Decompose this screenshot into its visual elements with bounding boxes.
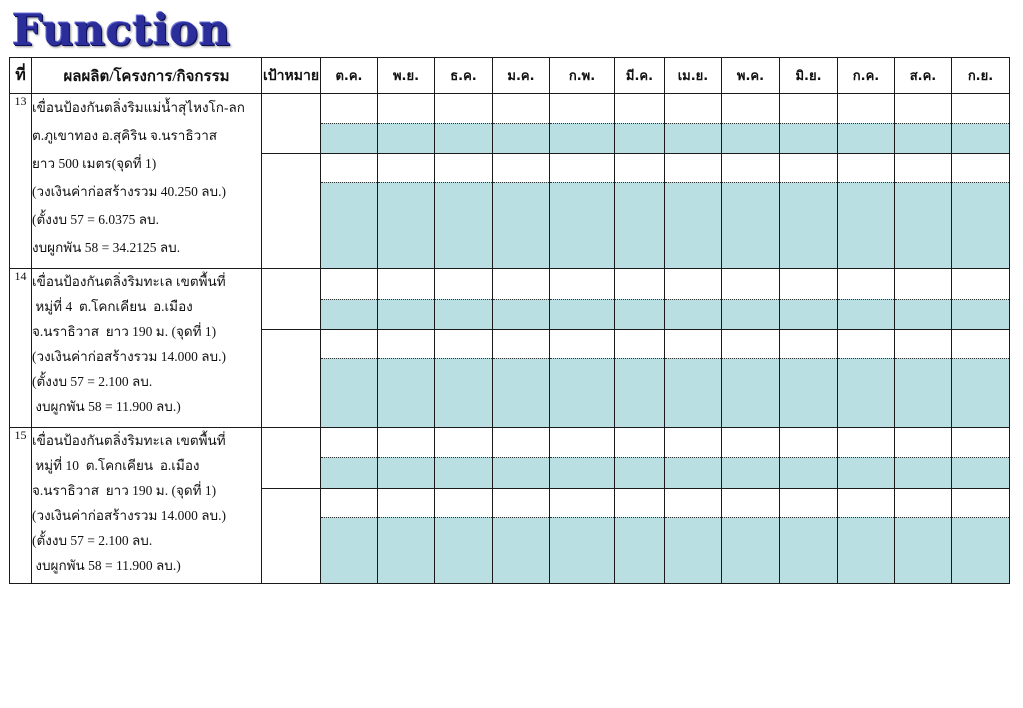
schedule-bar bbox=[550, 517, 614, 583]
header-num: ที่ bbox=[10, 58, 32, 94]
schedule-bar bbox=[722, 517, 779, 583]
month-cell[interactable] bbox=[722, 428, 780, 489]
month-cell[interactable] bbox=[615, 428, 665, 489]
month-cell[interactable] bbox=[321, 94, 378, 154]
description-line: งบผูกพัน 58 = 11.900 ลบ.) bbox=[32, 558, 181, 573]
schedule-bar bbox=[550, 358, 614, 427]
month-cell[interactable] bbox=[493, 330, 550, 428]
schedule-bar bbox=[378, 358, 434, 427]
schedule-bar bbox=[378, 517, 434, 583]
description-line: (ตั้งงบ 57 = 2.100 ลบ. bbox=[32, 533, 153, 548]
schedule-bar bbox=[550, 299, 614, 329]
schedule-bar bbox=[493, 457, 549, 488]
description-line: (ตั้งงบ 57 = 2.100 ลบ. bbox=[32, 374, 153, 389]
month-cell[interactable] bbox=[378, 330, 435, 428]
schedule-bar bbox=[550, 182, 614, 268]
schedule-bar bbox=[952, 358, 1009, 427]
description-line: (ตั้งงบ 57 = 6.0375 ลบ. bbox=[32, 212, 159, 227]
schedule-bar bbox=[321, 299, 377, 329]
month-cell[interactable] bbox=[665, 94, 722, 154]
month-cell[interactable] bbox=[378, 489, 435, 584]
header-row bbox=[10, 58, 1010, 94]
description-line: จ.นราธิวาส ยาว 190 ม. (จุดที่ 1) bbox=[32, 483, 217, 498]
month-cell[interactable] bbox=[435, 489, 493, 584]
description-line: หมู่ที่ 4 ต.โคกเคียน อ.เมือง bbox=[32, 299, 193, 314]
month-cell[interactable] bbox=[952, 428, 1010, 489]
month-cell[interactable] bbox=[952, 330, 1010, 428]
project-description bbox=[32, 94, 262, 269]
schedule-bar bbox=[722, 457, 779, 488]
month-cell[interactable] bbox=[895, 94, 952, 154]
target-result-cell[interactable] bbox=[262, 154, 321, 269]
header-month: พ.ย. bbox=[378, 58, 435, 94]
schedule-bar bbox=[615, 517, 664, 583]
schedule-bar bbox=[493, 182, 549, 268]
schedule-bar bbox=[435, 299, 492, 329]
month-cell[interactable] bbox=[838, 269, 895, 330]
schedule-bar bbox=[838, 182, 894, 268]
schedule-bar bbox=[493, 123, 549, 153]
month-cell[interactable] bbox=[321, 428, 378, 489]
schedule-table bbox=[9, 57, 1010, 584]
month-cell[interactable] bbox=[435, 154, 493, 269]
month-cell[interactable] bbox=[665, 489, 722, 584]
schedule-bar bbox=[952, 517, 1009, 583]
month-cell[interactable] bbox=[838, 154, 895, 269]
schedule-bar bbox=[895, 299, 951, 329]
month-cell[interactable] bbox=[493, 269, 550, 330]
schedule-bar bbox=[895, 358, 951, 427]
month-cell[interactable] bbox=[435, 428, 493, 489]
project-row bbox=[10, 94, 1010, 154]
project-number: 13 bbox=[10, 94, 32, 269]
month-cell[interactable] bbox=[378, 428, 435, 489]
schedule-bar bbox=[321, 182, 377, 268]
schedule-bar bbox=[378, 123, 434, 153]
schedule-bar bbox=[780, 182, 837, 268]
description-line: เขื่อนป้องกันตลิ่งริมทะเล เขตพื้นที่ bbox=[32, 274, 226, 289]
month-cell[interactable] bbox=[952, 94, 1010, 154]
project-row bbox=[10, 269, 1010, 330]
project-number: 14 bbox=[10, 269, 32, 428]
month-cell[interactable] bbox=[550, 154, 615, 269]
header-month: ส.ค. bbox=[895, 58, 952, 94]
header-month: ต.ค. bbox=[321, 58, 378, 94]
schedule-bar bbox=[435, 358, 492, 427]
target-plan-cell[interactable] bbox=[262, 94, 321, 154]
month-cell[interactable] bbox=[435, 269, 493, 330]
month-cell[interactable] bbox=[722, 269, 780, 330]
schedule-bar bbox=[838, 299, 894, 329]
month-cell[interactable] bbox=[550, 269, 615, 330]
schedule-bar bbox=[665, 182, 721, 268]
description-line: (วงเงินค่าก่อสร้างรวม 14.000 ลบ.) bbox=[32, 508, 226, 523]
month-cell[interactable] bbox=[838, 489, 895, 584]
month-cell[interactable] bbox=[722, 154, 780, 269]
month-cell[interactable] bbox=[550, 428, 615, 489]
description-line: ยาว 500 เมตร(จุดที่ 1) bbox=[32, 156, 157, 171]
schedule-bar bbox=[722, 299, 779, 329]
schedule-bar bbox=[321, 358, 377, 427]
header-month: ก.ค. bbox=[838, 58, 895, 94]
description-line: งบผูกพัน 58 = 34.2125 ลบ. bbox=[32, 240, 181, 255]
schedule-bar bbox=[378, 457, 434, 488]
month-cell[interactable] bbox=[722, 330, 780, 428]
schedule-bar bbox=[895, 457, 951, 488]
schedule-bar bbox=[780, 299, 837, 329]
month-cell[interactable] bbox=[895, 428, 952, 489]
month-cell[interactable] bbox=[321, 269, 378, 330]
description-line: ต.ภูเขาทอง อ.สุคิริน จ.นราธิวาส bbox=[32, 128, 218, 143]
month-cell[interactable] bbox=[952, 489, 1010, 584]
header-month: ธ.ค. bbox=[435, 58, 493, 94]
header-month: ม.ค. bbox=[493, 58, 550, 94]
month-cell[interactable] bbox=[665, 330, 722, 428]
schedule-bar bbox=[722, 358, 779, 427]
schedule-bar bbox=[665, 299, 721, 329]
schedule-bar bbox=[378, 299, 434, 329]
schedule-bar bbox=[722, 123, 779, 153]
schedule-bar bbox=[952, 299, 1009, 329]
month-cell[interactable] bbox=[435, 94, 493, 154]
month-cell[interactable] bbox=[838, 94, 895, 154]
month-cell[interactable] bbox=[780, 154, 838, 269]
month-cell[interactable] bbox=[550, 330, 615, 428]
description-line: เขื่อนป้องกันตลิ่งริมทะเล เขตพื้นที่ bbox=[32, 433, 226, 448]
schedule-bar bbox=[838, 358, 894, 427]
month-cell[interactable] bbox=[550, 94, 615, 154]
schedule-bar bbox=[493, 517, 549, 583]
month-cell[interactable] bbox=[895, 330, 952, 428]
header-description: ผลผลิต/โครงการ/กิจกรรม bbox=[32, 58, 262, 94]
description-line: หมู่ที่ 10 ต.โคกเคียน อ.เมือง bbox=[32, 458, 200, 473]
month-cell[interactable] bbox=[722, 94, 780, 154]
description-line: จ.นราธิวาส ยาว 190 ม. (จุดที่ 1) bbox=[32, 324, 217, 339]
description-line: งบผูกพัน 58 = 11.900 ลบ.) bbox=[32, 399, 181, 414]
schedule-bar bbox=[615, 299, 664, 329]
schedule-bar bbox=[895, 182, 951, 268]
month-cell[interactable] bbox=[615, 154, 665, 269]
schedule-bar bbox=[780, 517, 837, 583]
schedule-bar bbox=[321, 517, 377, 583]
month-cell[interactable] bbox=[550, 489, 615, 584]
month-cell[interactable] bbox=[493, 428, 550, 489]
month-cell[interactable] bbox=[435, 330, 493, 428]
schedule-bar bbox=[665, 358, 721, 427]
schedule-bar bbox=[952, 182, 1009, 268]
schedule-bar bbox=[435, 457, 492, 488]
schedule-bar bbox=[615, 123, 664, 153]
month-cell[interactable] bbox=[895, 269, 952, 330]
month-cell[interactable] bbox=[665, 269, 722, 330]
header-month: มี.ค. bbox=[615, 58, 665, 94]
schedule-bar bbox=[780, 123, 837, 153]
project-number: 15 bbox=[10, 428, 32, 584]
schedule-bar bbox=[665, 123, 721, 153]
month-cell[interactable] bbox=[665, 154, 722, 269]
month-cell[interactable] bbox=[952, 154, 1010, 269]
month-cell[interactable] bbox=[321, 330, 378, 428]
month-cell[interactable] bbox=[493, 94, 550, 154]
schedule-bar bbox=[321, 123, 377, 153]
month-cell[interactable] bbox=[780, 428, 838, 489]
schedule-bar bbox=[838, 457, 894, 488]
target-result-cell[interactable] bbox=[262, 330, 321, 428]
schedule-bar bbox=[435, 123, 492, 153]
month-cell[interactable] bbox=[378, 94, 435, 154]
project-row bbox=[10, 428, 1010, 489]
schedule-bar bbox=[895, 517, 951, 583]
schedule-bar bbox=[780, 457, 837, 488]
schedule-bar bbox=[665, 517, 721, 583]
month-cell[interactable] bbox=[838, 330, 895, 428]
month-cell[interactable] bbox=[615, 330, 665, 428]
description-line: (วงเงินค่าก่อสร้างรวม 40.250 ลบ.) bbox=[32, 184, 226, 199]
schedule-bar bbox=[615, 182, 664, 268]
month-cell[interactable] bbox=[952, 269, 1010, 330]
schedule-bar bbox=[321, 457, 377, 488]
schedule-bar bbox=[838, 517, 894, 583]
month-cell[interactable] bbox=[780, 269, 838, 330]
month-cell[interactable] bbox=[493, 489, 550, 584]
month-cell[interactable] bbox=[665, 428, 722, 489]
month-cell[interactable] bbox=[493, 154, 550, 269]
schedule-bar bbox=[952, 457, 1009, 488]
schedule-bar bbox=[378, 182, 434, 268]
month-cell[interactable] bbox=[615, 269, 665, 330]
schedule-bar bbox=[435, 182, 492, 268]
project-description bbox=[32, 428, 262, 584]
description-line: เขื่อนป้องกันตลิ่งริมแม่น้ำสุไหงโก-ลก bbox=[32, 100, 245, 115]
month-cell[interactable] bbox=[321, 154, 378, 269]
month-cell[interactable] bbox=[378, 269, 435, 330]
header-month: พ.ค. bbox=[722, 58, 780, 94]
month-cell[interactable] bbox=[895, 154, 952, 269]
page-title: Function bbox=[12, 6, 231, 56]
table-body bbox=[10, 94, 1010, 584]
schedule-bar bbox=[838, 123, 894, 153]
month-cell[interactable] bbox=[378, 154, 435, 269]
month-cell[interactable] bbox=[780, 489, 838, 584]
description-line: (วงเงินค่าก่อสร้างรวม 14.000 ลบ.) bbox=[32, 349, 226, 364]
schedule-bar bbox=[615, 457, 664, 488]
header-month: ก.พ. bbox=[550, 58, 615, 94]
month-cell[interactable] bbox=[615, 94, 665, 154]
target-result-cell[interactable] bbox=[262, 489, 321, 584]
month-cell[interactable] bbox=[838, 428, 895, 489]
month-cell[interactable] bbox=[895, 489, 952, 584]
schedule-bar bbox=[952, 123, 1009, 153]
schedule-bar bbox=[493, 358, 549, 427]
month-cell[interactable] bbox=[321, 489, 378, 584]
schedule-bar bbox=[780, 358, 837, 427]
header-month: ก.ย. bbox=[952, 58, 1010, 94]
month-cell[interactable] bbox=[780, 94, 838, 154]
month-cell[interactable] bbox=[722, 489, 780, 584]
schedule-bar bbox=[550, 457, 614, 488]
schedule-bar bbox=[435, 517, 492, 583]
header-month: มิ.ย. bbox=[780, 58, 838, 94]
header-target: เป้าหมาย bbox=[262, 58, 321, 94]
schedule-bar bbox=[722, 182, 779, 268]
month-cell[interactable] bbox=[780, 330, 838, 428]
target-plan-cell[interactable] bbox=[262, 269, 321, 330]
schedule-bar bbox=[665, 457, 721, 488]
schedule-bar bbox=[493, 299, 549, 329]
target-plan-cell[interactable] bbox=[262, 428, 321, 489]
schedule-bar bbox=[895, 123, 951, 153]
project-description bbox=[32, 269, 262, 428]
schedule-bar bbox=[615, 358, 664, 427]
header-month: เม.ย. bbox=[665, 58, 722, 94]
month-cell[interactable] bbox=[615, 489, 665, 584]
schedule-bar bbox=[550, 123, 614, 153]
